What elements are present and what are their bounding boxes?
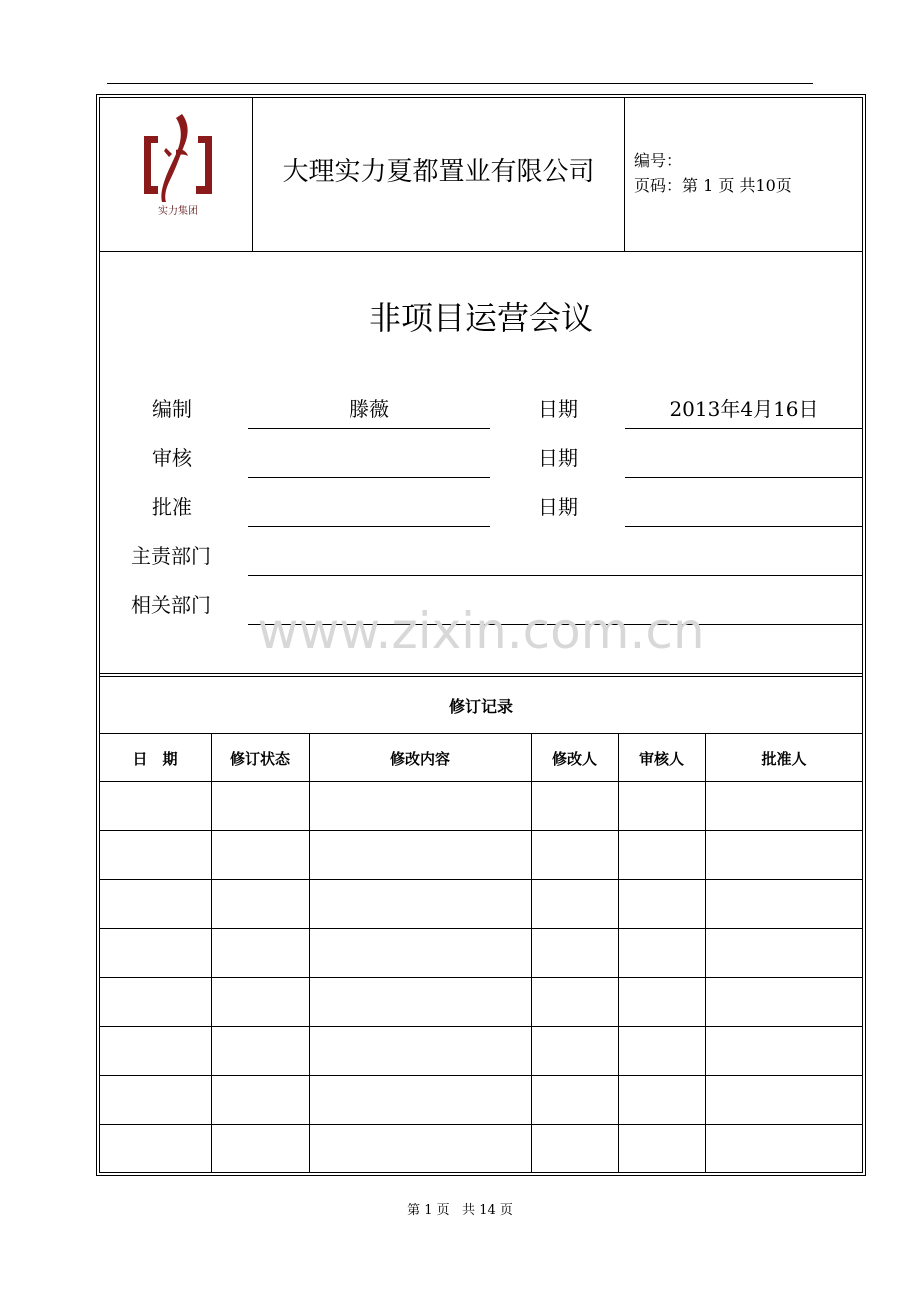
section-divider bbox=[99, 673, 863, 674]
table-row bbox=[99, 1124, 863, 1125]
author-underline bbox=[248, 428, 490, 429]
column-header-content: 修改内容 bbox=[389, 750, 450, 768]
table-row bbox=[99, 928, 863, 929]
table-row bbox=[99, 830, 863, 831]
related-department-label: 相关部门 bbox=[131, 593, 211, 617]
company-name: 大理实力夏都置业有限公司 bbox=[282, 157, 595, 187]
column-header-approver: 批准人 bbox=[761, 750, 807, 768]
revision-record-title: 修订记录 bbox=[448, 697, 513, 716]
date-underline bbox=[625, 477, 863, 478]
table-column-divider bbox=[309, 733, 310, 1173]
document-code-label: 编号： bbox=[634, 151, 683, 170]
reviewer-label: 审核 bbox=[152, 446, 192, 470]
logo-caption: 实力集团 bbox=[158, 206, 198, 217]
header-divider bbox=[624, 97, 625, 251]
watermark: www.zixin.com.cn bbox=[257, 602, 705, 660]
table-row bbox=[99, 781, 863, 782]
author-label: 编制 bbox=[152, 397, 192, 421]
column-header-revision-status: 修订状态 bbox=[229, 750, 290, 768]
table-column-divider bbox=[211, 733, 212, 1173]
page-number-label: 页码：第 1 页 共10页 bbox=[634, 176, 792, 195]
main-department-label: 主责部门 bbox=[131, 544, 211, 568]
table-header-top-border bbox=[99, 733, 863, 734]
date-label: 日期 bbox=[538, 495, 578, 519]
header-rule bbox=[107, 83, 813, 84]
date-label: 日期 bbox=[538, 446, 578, 470]
author-value: 滕薇 bbox=[349, 397, 389, 421]
document-title: 非项目运营会议 bbox=[368, 299, 593, 337]
page-footer: 第 1 页 共 14 页 bbox=[407, 1203, 513, 1218]
approver-label: 批准 bbox=[152, 495, 192, 519]
date-underline bbox=[625, 526, 863, 527]
table-column-divider bbox=[531, 733, 532, 1173]
approver-underline bbox=[248, 526, 490, 527]
table-row bbox=[99, 879, 863, 880]
main-department-underline bbox=[248, 575, 863, 576]
column-header-reviewer: 审核人 bbox=[638, 750, 684, 768]
table-row bbox=[99, 1026, 863, 1027]
table-column-divider bbox=[618, 733, 619, 1173]
reviewer-underline bbox=[248, 477, 490, 478]
column-header-modifier: 修改人 bbox=[551, 750, 597, 768]
table-row bbox=[99, 977, 863, 978]
date-underline bbox=[625, 428, 863, 429]
column-header-date: 日 期 bbox=[132, 750, 178, 768]
date-value: 2013年4月16日 bbox=[669, 397, 819, 421]
date-label: 日期 bbox=[538, 397, 578, 421]
table-row bbox=[99, 1075, 863, 1076]
header-bottom-border bbox=[99, 251, 863, 252]
section-divider bbox=[99, 676, 863, 677]
table-column-divider bbox=[705, 733, 706, 1173]
